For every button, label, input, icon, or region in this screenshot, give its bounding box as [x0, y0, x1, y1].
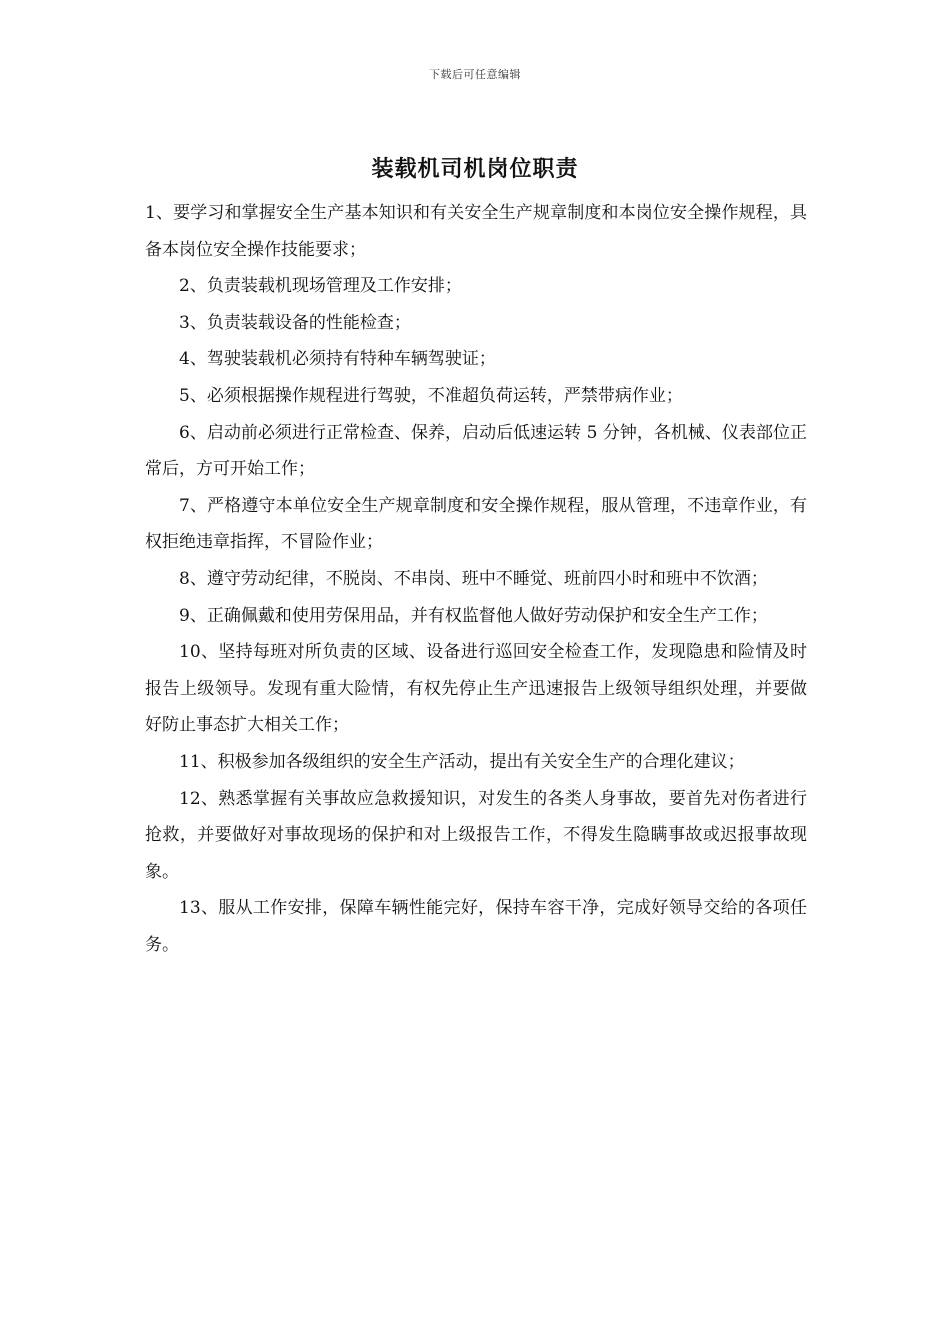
document-title: 装载机司机岗位职责 — [371, 157, 579, 182]
duty-item-5: 5、必须根据操作规程进行驾驶，不准超负荷运转，严禁带病作业； — [179, 385, 683, 406]
duty-item-2: 2、负责装载机现场管理及工作安排； — [179, 276, 462, 297]
duty-item-7: 7、严格遵守本单位安全生产规章制度和安全操作规程，服从管理，不违章作业，有权拒绝违章指挥，不冒险作业； — [145, 495, 807, 553]
duty-item-1: 1、要学习和掌握安全生产基本知识和有关安全生产规章制度和本岗位安全操作规程，具备本岗位安全操作技能要求； — [145, 203, 807, 260]
duty-item-6: 6、启动前必须进行正常检查、保养，启动后低速运转 5 分钟，各机械、仪表部位正常后，方可开始工作； — [145, 422, 807, 480]
duty-list — [145, 195, 807, 963]
duty-item-11: 11、积极参加各级组织的安全生产活动，提出有关安全生产的合理化建议； — [179, 751, 745, 772]
duty-item-8: 8、遵守劳动纪律，不脱岗、不串岗、班中不睡觉、班前四小时和班中不饮酒； — [179, 568, 768, 589]
duty-item-3: 3、负责装载设备的性能检查； — [179, 312, 411, 333]
duty-item-4: 4、驾驶装载机必须持有特种车辆驾驶证； — [179, 349, 496, 370]
header-note: 下载后可任意编辑 — [429, 68, 521, 81]
duty-item-12: 12、熟悉掌握有关事故应急救援知识，对发生的各类人身事故，要首先对伤者进行抢救，并要做好对事故现场的保护和对上级报告工作，不得发生隐瞒事故或迟报事故现象。 — [145, 788, 807, 882]
duty-item-13: 13、服从工作安排，保障车辆性能完好，保持车容干净，完成好领导交给的各项任务。 — [145, 898, 807, 955]
duty-item-9: 9、正确佩戴和使用劳保用品，并有权监督他人做好劳动保护和安全生产工作； — [179, 605, 768, 626]
duty-item-10: 10、坚持每班对所负责的区域、设备进行巡回安全检查工作，发现隐患和险情及时报告上级领导。发现有重大险情，有权先停止生产迅速报告上级领导组织处理，并要做好防止事态扩大相关工作； — [145, 642, 807, 736]
